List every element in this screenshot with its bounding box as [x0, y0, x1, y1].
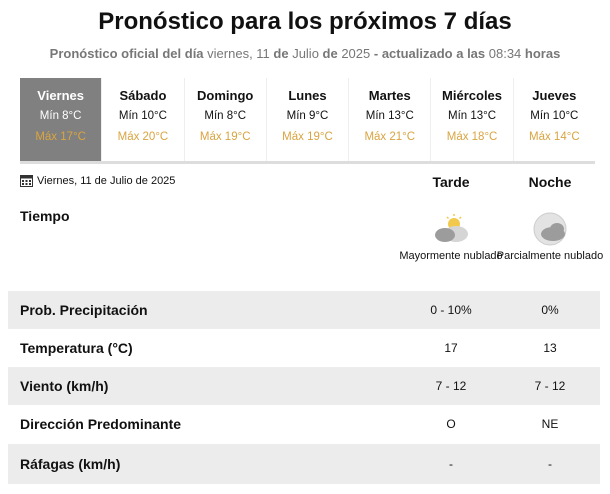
- row-label: Dirección Predominante: [20, 416, 182, 432]
- day-min: Mín 13°C: [448, 110, 497, 122]
- subtitle-part: de: [273, 46, 289, 61]
- day-max: Máx 21°C: [364, 131, 416, 143]
- partly-cloudy-night-icon: [530, 212, 570, 248]
- selected-date: [20, 174, 175, 187]
- row-label: Ráfagas (km/h): [20, 456, 121, 472]
- value-tarde: 7 - 12: [435, 379, 467, 393]
- tiempo-noche: Parcialmente nublado: [496, 250, 604, 262]
- day-max: Máx 18°C: [446, 131, 498, 143]
- subtitle-part: de: [322, 46, 338, 61]
- day-max: Máx 17°C: [35, 131, 86, 143]
- row-label: Viento (km/h): [20, 378, 109, 394]
- value-tarde: 17: [444, 341, 458, 355]
- day-min: Mín 9°C: [286, 110, 329, 122]
- day-max: Máx 19°C: [199, 131, 251, 143]
- subtitle: [0, 46, 610, 61]
- row-viento: [8, 367, 600, 405]
- mostly-cloudy-icon: [432, 212, 472, 248]
- subtitle-part: 2025: [337, 46, 374, 61]
- period-tarde: Tarde: [432, 174, 470, 190]
- day-name: Sábado: [119, 88, 167, 103]
- row-rafagas: [8, 444, 600, 484]
- day-name: Jueves: [532, 88, 577, 103]
- value-tarde: O: [446, 417, 456, 431]
- value-noche: -: [548, 457, 552, 471]
- day-min: Mín 8°C: [204, 110, 247, 122]
- subtitle-part: - actualizado a las: [373, 46, 486, 61]
- row-label: Prob. Precipitación: [20, 302, 148, 318]
- subtitle-part: viernes, 11: [203, 46, 274, 61]
- tiempo-label: Tiempo: [20, 208, 70, 224]
- subtitle-part: Pronóstico oficial del día: [49, 46, 204, 61]
- value-noche: 0%: [541, 303, 559, 317]
- page-title: Pronóstico para los próximos 7 días: [98, 8, 512, 35]
- day-tabs: [20, 78, 595, 161]
- day-tab-sabado[interactable]: [102, 78, 184, 161]
- day-min: Mín 8°C: [39, 110, 82, 122]
- day-tab-domingo[interactable]: [185, 78, 267, 161]
- day-max: Máx 19°C: [282, 131, 333, 143]
- day-tab-miercoles[interactable]: [431, 78, 513, 161]
- row-direccion: [8, 405, 600, 443]
- day-name: Viernes: [37, 88, 85, 103]
- calendar-icon: [20, 174, 33, 187]
- day-name: Lunes: [288, 88, 327, 103]
- value-noche: 13: [543, 341, 557, 355]
- row-label: Temperatura (°C): [20, 340, 133, 356]
- day-tab-viernes[interactable]: [20, 78, 102, 161]
- value-tarde: 0 - 10%: [430, 303, 472, 317]
- day-max: Máx 20°C: [117, 131, 169, 143]
- day-min: Mín 13°C: [365, 110, 414, 122]
- day-name: Martes: [368, 88, 411, 103]
- row-precipitacion: [8, 291, 600, 329]
- tiempo-tarde: Mayormente nublado: [399, 250, 503, 262]
- date-text: Viernes, 11 de Julio de 2025: [37, 174, 176, 187]
- subtitle-part: horas: [524, 46, 561, 61]
- row-temperatura: [8, 329, 600, 367]
- day-max: Máx 14°C: [529, 131, 580, 143]
- day-min: Mín 10°C: [118, 110, 167, 122]
- day-name: Domingo: [197, 88, 254, 103]
- day-tab-jueves[interactable]: [514, 78, 595, 161]
- value-tarde: -: [449, 457, 453, 471]
- day-tab-martes[interactable]: [349, 78, 431, 161]
- subtitle-part: Julio: [288, 46, 323, 61]
- value-noche: 7 - 12: [534, 379, 566, 393]
- day-name: Miércoles: [442, 88, 503, 103]
- day-min: Mín 10°C: [530, 110, 579, 122]
- subtitle-part: 08:34: [485, 46, 525, 61]
- value-noche: NE: [541, 417, 559, 431]
- day-tab-lunes[interactable]: [267, 78, 349, 161]
- period-noche: Noche: [528, 174, 572, 190]
